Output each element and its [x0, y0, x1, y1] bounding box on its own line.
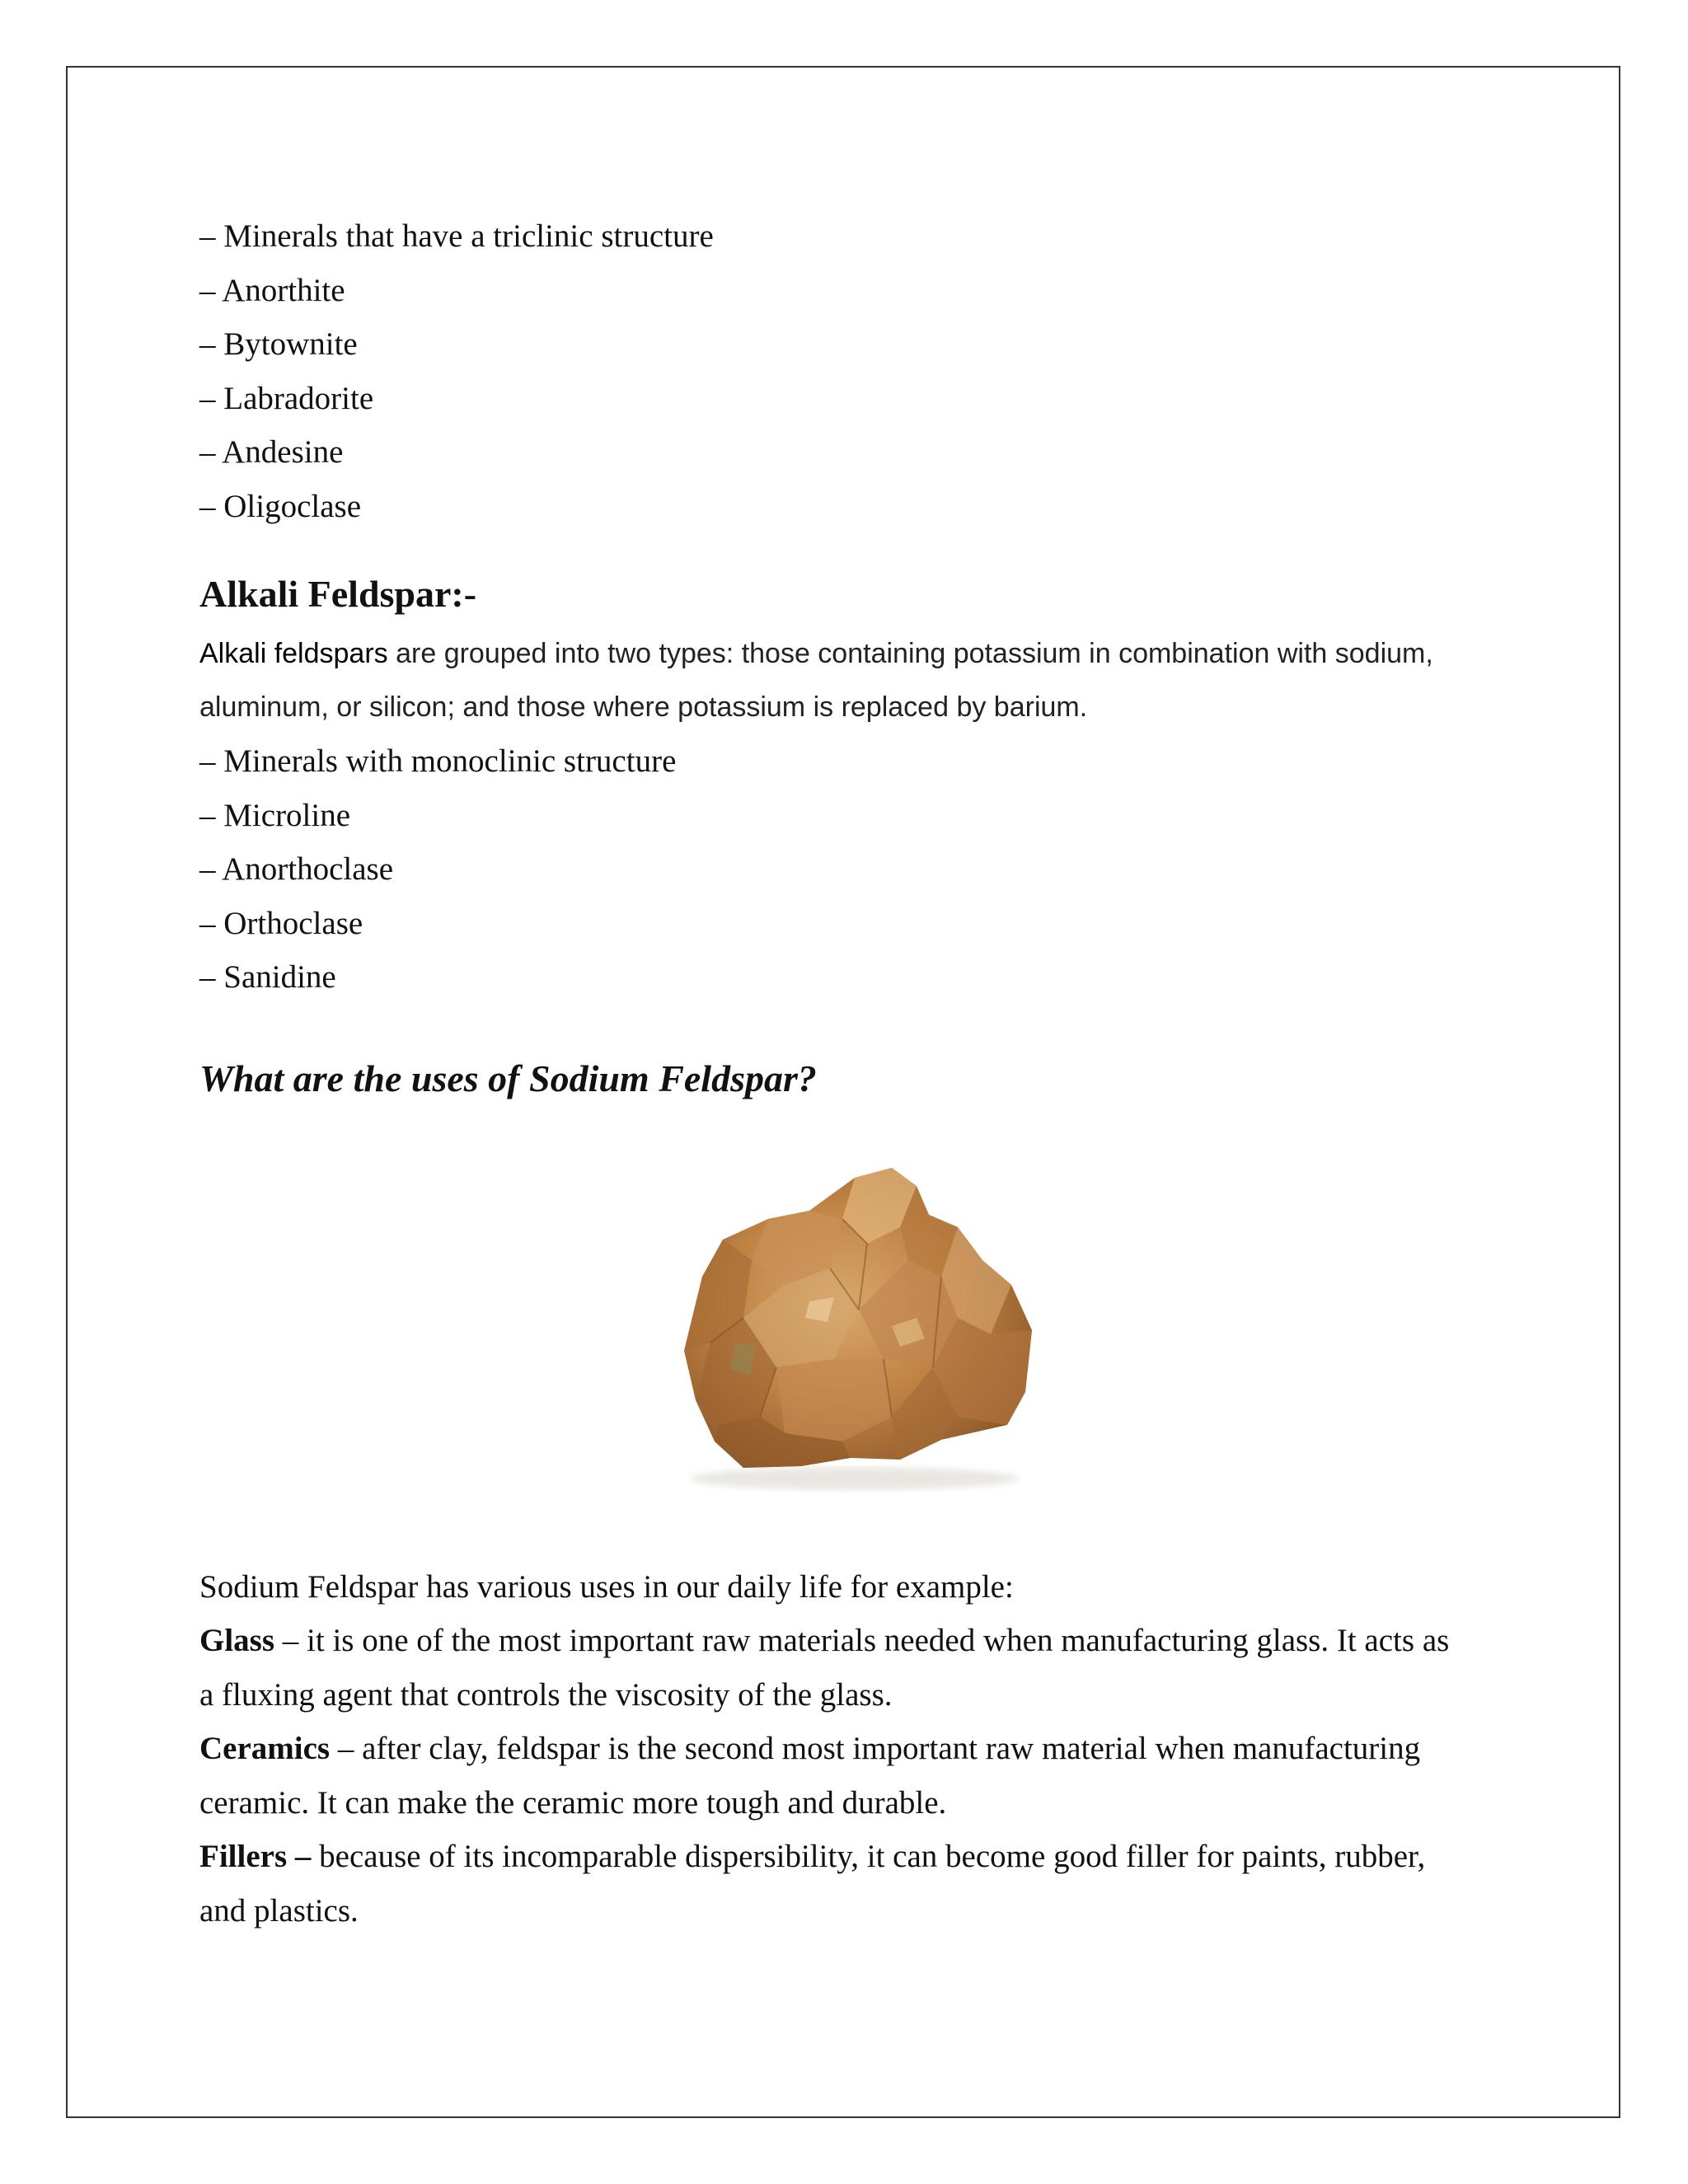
list-item: – Andesine [199, 434, 344, 470]
list-item: – Anorthite [199, 272, 345, 308]
use-item-ceramics [199, 1722, 1502, 1830]
alkali-intro-text: aluminum, or silicon; and those where potassium is replaced by barium. [199, 691, 1088, 723]
use-term: Fillers – [199, 1839, 312, 1874]
uses-list [199, 1560, 1502, 1938]
use-description: – after clay, feldspar is the second most important raw material when manufacturing [330, 1731, 1421, 1766]
use-description: ceramic. It can make the ceramic more tough and durable. [199, 1784, 947, 1821]
list-item: – Labradorite [199, 380, 374, 416]
section-heading-alkali-feldspar: Alkali Feldspar:- [199, 573, 477, 615]
uses-intro: Sodium Feldspar has various uses in our daily life for example: [199, 1568, 1014, 1605]
alkali-intro-paragraph [199, 627, 1502, 734]
use-description: a fluxing agent that controls the viscosity of the glass. [199, 1676, 893, 1713]
list-item: – Minerals that have a triclinic structure [199, 218, 714, 254]
figure [199, 1153, 1502, 1549]
list-item: – Oligoclase [199, 488, 362, 524]
section-heading-uses: What are the uses of Sodium Feldspar? [199, 1057, 817, 1099]
list-item: – Sanidine [199, 959, 336, 995]
alkali-intro-text: are grouped into two types: those containing potassium in combination with sodium, [387, 638, 1433, 669]
use-description: and plastics. [199, 1892, 359, 1929]
list-item: – Minerals with monoclinic structure [199, 743, 677, 779]
use-description: because of its incomparable dispersibility, it can become good filler for paints, rubber, [311, 1839, 1426, 1874]
alkali-intro-lead: Alkali feldspars [199, 638, 388, 669]
document-content [199, 209, 1502, 1938]
monoclinic-list [199, 734, 1502, 1005]
triclinic-list [199, 209, 1502, 533]
use-term: Glass [199, 1623, 275, 1658]
list-item: – Bytownite [199, 326, 358, 362]
use-term: Ceramics [199, 1731, 331, 1766]
list-item: – Microline [199, 797, 351, 833]
feldspar-rock-photo [645, 1153, 1073, 1499]
use-description: – it is one of the most important raw materials needed when manufacturing glass. It acts as [274, 1623, 1450, 1658]
use-item-fillers [199, 1830, 1502, 1938]
list-item: – Anorthoclase [199, 851, 394, 887]
list-item: – Orthoclase [199, 905, 363, 941]
use-item-glass [199, 1614, 1502, 1722]
